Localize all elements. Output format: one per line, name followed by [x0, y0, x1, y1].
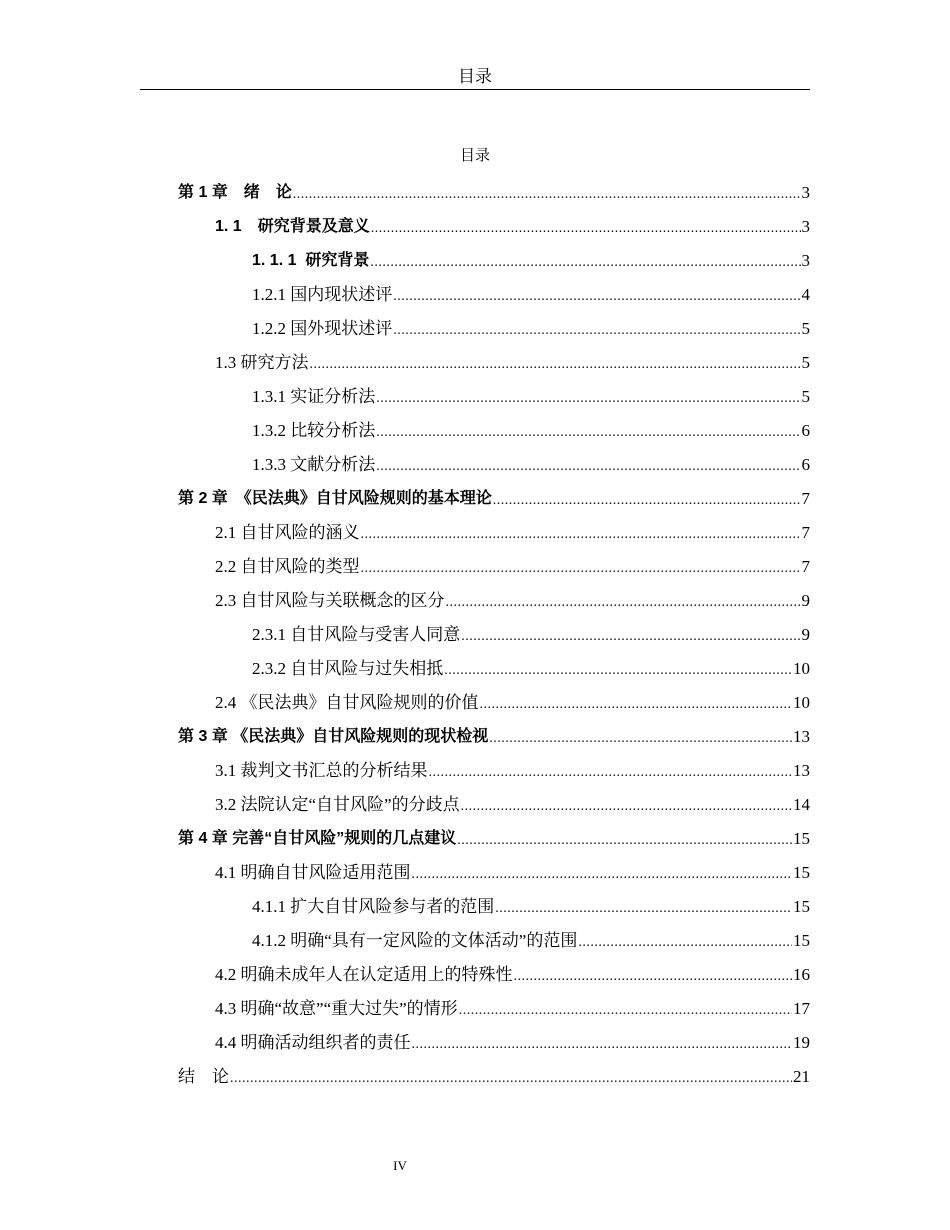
- toc-entry-label: 4.1 明确自甘风险适用范围: [215, 863, 411, 882]
- toc-dot-leader: [444, 660, 792, 682]
- toc-entry[interactable]: [0, 176, 810, 210]
- toc-entry-label: 2.3 自甘风险与关联概念的区分: [215, 591, 445, 610]
- toc-entry-page: 15: [793, 863, 810, 882]
- toc-entry-page: 14: [793, 795, 810, 814]
- toc-dot-leader: [393, 286, 800, 308]
- toc-entry-page: 19: [793, 1033, 810, 1052]
- toc-entry-label: 2.2 自甘风险的类型: [215, 557, 360, 576]
- header-divider: [140, 89, 810, 90]
- toc-entry[interactable]: [0, 788, 810, 822]
- toc-entry-page: 4: [801, 285, 810, 304]
- toc-dot-leader: [459, 1000, 792, 1022]
- toc-entry[interactable]: [0, 380, 810, 414]
- toc-entry-page: 16: [793, 965, 810, 984]
- toc-entry-page: 10: [793, 693, 810, 712]
- toc-entry-label: 2.3.2 自甘风险与过失相抵: [252, 659, 444, 678]
- toc-dot-leader: [489, 728, 792, 750]
- toc-entry[interactable]: [0, 992, 810, 1026]
- toc-dot-leader: [461, 626, 800, 648]
- toc-entry-label: 2.4 《民法典》自甘风险规则的价值: [215, 693, 479, 712]
- toc-entry[interactable]: [0, 1026, 810, 1060]
- toc-entry-page: 17: [793, 999, 810, 1018]
- toc-entry-page: 5: [801, 353, 810, 372]
- toc-entry-label: 结 论: [178, 1067, 229, 1086]
- toc-entry-label: 3.2 法院认定“自甘风险”的分歧点: [215, 795, 460, 814]
- toc-entry[interactable]: [0, 618, 810, 652]
- toc-dot-leader: [578, 932, 792, 954]
- toc-entry-page: 15: [793, 829, 810, 848]
- toc-entry[interactable]: [0, 652, 810, 686]
- table-of-contents: [0, 176, 950, 1094]
- toc-entry-label: 4.2 明确未成年人在认定适用上的特殊性: [215, 965, 513, 984]
- toc-entry-label: 第 1 章 绪 论: [178, 184, 292, 201]
- toc-entry[interactable]: [0, 210, 810, 244]
- toc-entry-label: 1.3.1 实证分析法: [252, 387, 376, 406]
- toc-dot-leader: [429, 762, 793, 784]
- toc-dot-leader: [376, 456, 800, 478]
- toc-entry-label: 2.3.1 自甘风险与受害人同意: [252, 625, 461, 644]
- toc-entry[interactable]: [0, 414, 810, 448]
- toc-entry-label: 4.1.1 扩大自甘风险参与者的范围: [252, 897, 495, 916]
- toc-entry[interactable]: [0, 890, 810, 924]
- toc-title: 目录: [459, 148, 490, 164]
- toc-entry-page: 5: [801, 387, 810, 406]
- toc-dot-leader: [412, 864, 793, 886]
- toc-entry[interactable]: [0, 856, 810, 890]
- toc-entry-label: 4.4 明确活动组织者的责任: [215, 1033, 411, 1052]
- toc-entry[interactable]: [0, 482, 810, 516]
- toc-entry-page: 3: [801, 217, 810, 236]
- toc-entry[interactable]: [0, 550, 810, 584]
- toc-entry-page: 13: [793, 727, 810, 746]
- toc-entry[interactable]: [0, 686, 810, 720]
- toc-entry-page: 6: [801, 421, 810, 440]
- toc-dot-leader: [457, 830, 792, 852]
- toc-entry-label: 4.1.2 明确“具有一定风险的文体活动”的范围: [252, 931, 578, 950]
- toc-entry-label: 4.3 明确“故意”“重大过失”的情形: [215, 999, 458, 1018]
- toc-dot-leader: [361, 524, 801, 546]
- toc-entry[interactable]: [0, 278, 810, 312]
- toc-entry-page: 7: [801, 557, 810, 576]
- toc-dot-leader: [412, 1034, 793, 1056]
- toc-entry-label: 1.2.2 国外现状述评: [252, 319, 393, 338]
- toc-entry-page: 7: [801, 489, 810, 508]
- toc-entry[interactable]: [0, 924, 810, 958]
- toc-entry-label: 1.3.3 文献分析法: [252, 455, 376, 474]
- toc-entry-label: 1. 1 研究背景及意义: [215, 218, 370, 235]
- toc-entry-page: 5: [801, 319, 810, 338]
- toc-dot-leader: [393, 320, 800, 342]
- toc-entry-page: 15: [793, 897, 810, 916]
- toc-entry-label: 1.3.2 比较分析法: [252, 421, 376, 440]
- toc-entry[interactable]: [0, 584, 810, 618]
- toc-entry-label: 1.3 研究方法: [215, 353, 309, 372]
- toc-entry-label: 2.1 自甘风险的涵义: [215, 523, 360, 542]
- toc-entry-page: 15: [793, 931, 810, 950]
- running-header-title: 目录: [458, 67, 492, 86]
- toc-dot-leader: [310, 354, 801, 376]
- toc-dot-leader: [514, 966, 793, 988]
- toc-entry[interactable]: [0, 720, 810, 754]
- toc-entry-label: 第 2 章 《民法典》自甘风险规则的基本理论: [178, 490, 492, 507]
- toc-entry-page: 6: [801, 455, 810, 474]
- toc-dot-leader: [370, 252, 800, 274]
- toc-dot-leader: [376, 422, 800, 444]
- toc-entry-page: 9: [801, 591, 810, 610]
- toc-entry[interactable]: [0, 958, 810, 992]
- toc-entry-label: 1. 1. 1 研究背景: [252, 252, 370, 269]
- toc-dot-leader: [361, 558, 801, 580]
- toc-dot-leader: [230, 1068, 792, 1090]
- toc-entry[interactable]: [0, 448, 810, 482]
- toc-entry[interactable]: [0, 312, 810, 346]
- toc-entry-label: 第 3 章 《民法典》自甘风险规则的现状检视: [178, 728, 489, 745]
- toc-entry-page: 3: [801, 251, 810, 270]
- toc-entry-label: 1.2.1 国内现状述评: [252, 285, 393, 304]
- toc-dot-leader: [461, 796, 792, 818]
- toc-entry[interactable]: [0, 244, 810, 278]
- toc-dot-leader: [495, 898, 792, 920]
- toc-entry[interactable]: [0, 754, 810, 788]
- toc-dot-leader: [446, 592, 801, 614]
- toc-dot-leader: [480, 694, 793, 716]
- toc-entry[interactable]: [0, 346, 810, 380]
- toc-entry[interactable]: [0, 822, 810, 856]
- toc-entry-page: 13: [793, 761, 810, 780]
- toc-dot-leader: [371, 218, 801, 240]
- toc-entry-page: 9: [801, 625, 810, 644]
- toc-entry[interactable]: [0, 516, 810, 550]
- toc-entry-page: 21: [793, 1067, 810, 1086]
- toc-dot-leader: [493, 490, 801, 512]
- page-number: IV: [393, 1158, 407, 1173]
- toc-dot-leader: [376, 388, 800, 410]
- toc-entry-page: 10: [793, 659, 810, 678]
- toc-dot-leader: [293, 184, 801, 206]
- toc-entry-label: 3.1 裁判文书汇总的分析结果: [215, 761, 428, 780]
- toc-entry-page: 3: [801, 183, 810, 202]
- toc-entry-label: 第 4 章 完善“自甘风险”规则的几点建议: [178, 830, 457, 847]
- toc-entry[interactable]: [0, 1060, 810, 1094]
- toc-entry-page: 7: [801, 523, 810, 542]
